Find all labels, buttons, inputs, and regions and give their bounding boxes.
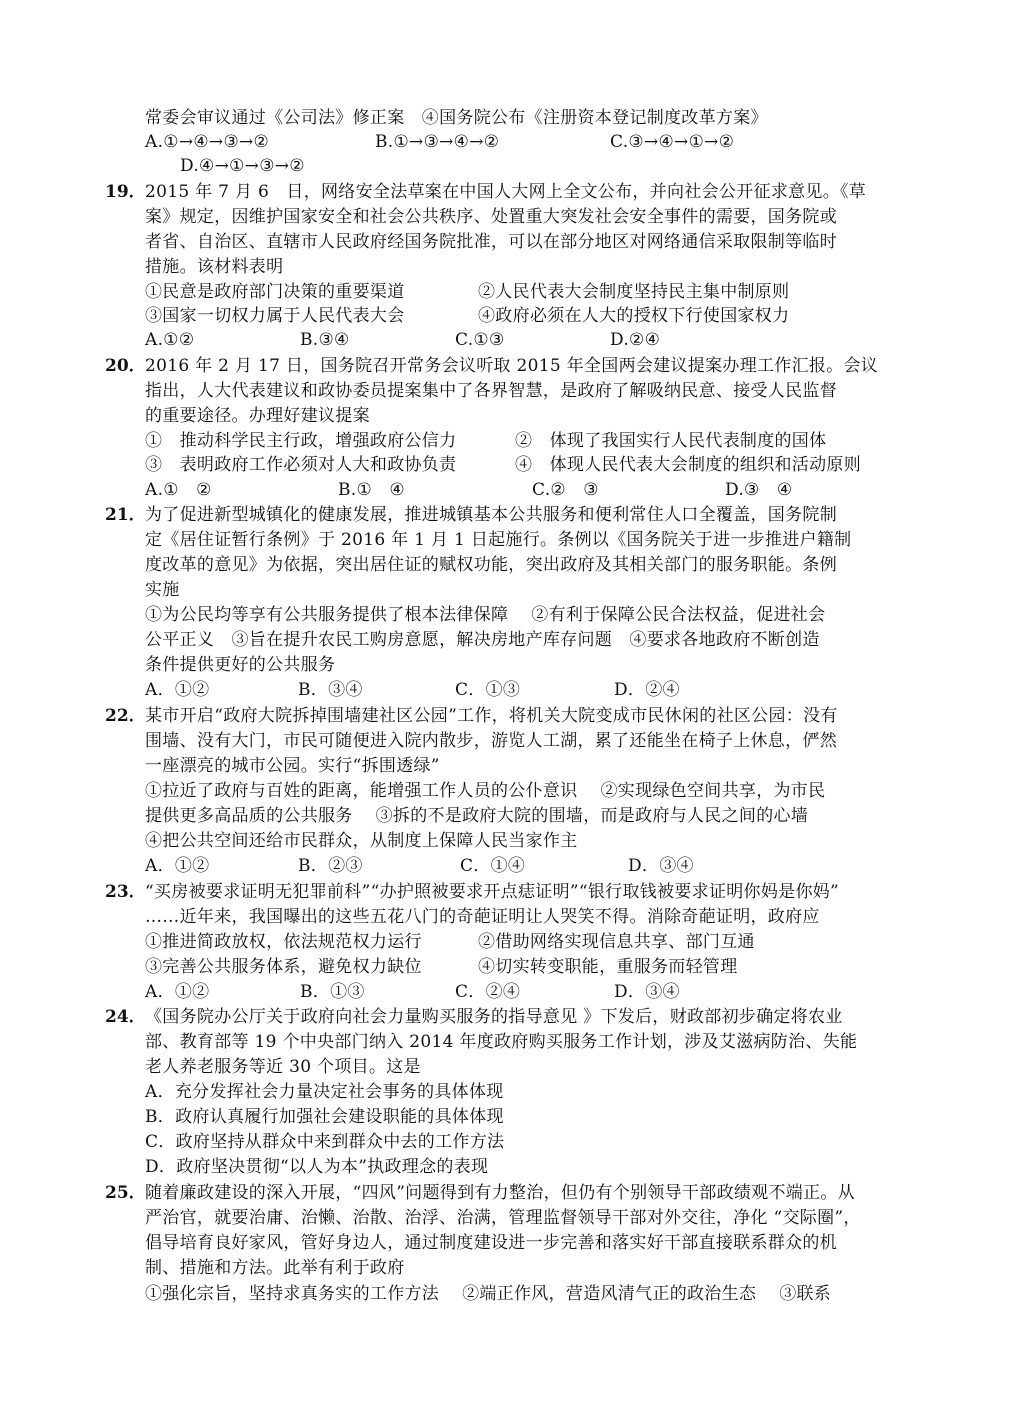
q18-option-b: B.①→③→④→② xyxy=(375,132,500,152)
q20-stem-line: 的重要途径。办理好建议提案 xyxy=(145,406,370,426)
q25-stem-line: 倡导培育良好家风，管好身边人，通过制度建设进一步完善和落实好干部直接联系群众的机 xyxy=(145,1233,837,1253)
q22-option-d: D．③④ xyxy=(628,856,694,876)
q21-item-line: 公平正义 ③旨在提升农民工购房意愿，解决房地产库存问题 ④要求各地政府不断创造 xyxy=(145,630,820,650)
q21-stem-line: 度改革的意见》为依据，突出居住证的赋权功能，突出政府及其相关部门的服务职能。条例 xyxy=(145,555,837,575)
q22-stem-line: 围墙、没有大门，市民可随便进入院内散步，游览人工湖，累了还能坐在椅子上休息，俨然 xyxy=(145,731,837,751)
q22-option-c: C．①④ xyxy=(460,856,526,876)
q22-number: 22． xyxy=(105,706,146,726)
q19-item-3: ③国家一切权力属于人民代表大会 xyxy=(145,306,405,326)
q22-stem-line: 一座漂亮的城市公园。实行“拆围透绿” xyxy=(145,756,440,776)
q19-option-d: D.②④ xyxy=(610,330,661,350)
q23-number: 23． xyxy=(105,882,146,902)
q19-stem-line: 案》规定，因维护国家安全和社会公共秩序、处置重大突发社会安全事件的需要，国务院或 xyxy=(145,207,837,227)
q21-item-line: ①为公民均等享有公共服务提供了根本法律保障 ②有利于保障公民合法权益，促进社会 xyxy=(145,605,826,625)
q19-stem-line: 者省、自治区、直辖市人民政府经国务院批准，可以在部分地区对网络通信采取限制等临时 xyxy=(145,232,837,252)
q21-option-c: C．①③ xyxy=(455,680,521,700)
q24-choice-c: C．政府坚持从群众中来到群众中去的工作方法 xyxy=(145,1132,505,1152)
q20-number: 20． xyxy=(105,356,146,376)
q18-tail-line: 常委会审议通过《公司法》修正案 ④国务院公布《注册资本登记制度改革方案》 xyxy=(145,108,768,128)
q24-choice-d: D．政府坚决贯彻“以人为本”执政理念的表现 xyxy=(145,1157,489,1177)
q23-option-d: D．③④ xyxy=(614,982,680,1002)
q18-option-a: A.①→④→③→② xyxy=(145,132,270,152)
q21-stem-line: 实施 xyxy=(145,580,180,600)
q23-item-2: ②借助网络实现信息共享、部门互通 xyxy=(478,932,755,952)
q20-stem-line: 指出，人大代表建议和政协委员提案集中了各界智慧，是政府了解吸纳民意、接受人民监督 xyxy=(145,381,837,401)
q21-number: 21． xyxy=(105,505,146,525)
q20-option-a: A.① ② xyxy=(145,480,212,500)
q21-option-b: B．③④ xyxy=(298,680,363,700)
q24-choice-b: B．政府认真履行加强社会建设职能的具体体现 xyxy=(145,1107,504,1127)
q23-stem-line: ……近年来，我国曝出的这些五花八门的奇葩证明让人哭笑不得。消除奇葩证明，政府应 xyxy=(145,907,820,927)
q23-item-1: ①推进简政放权，依法规范权力运行 xyxy=(145,932,422,952)
q24-stem-line: 部、教育部等 19 个中央部门纳入 2014 年度政府购买服务工作计划，涉及艾滋病防治、失能 xyxy=(145,1032,858,1052)
q22-option-b: B．②③ xyxy=(298,856,363,876)
q18-option-c: C.③→④→①→② xyxy=(610,132,735,152)
q20-option-d: D.③ ④ xyxy=(725,480,793,500)
q22-stem-line: 某市开启“政府大院拆掉围墙建社区公园”工作，将机关大院变成市民休闲的社区公园：没有 xyxy=(145,706,838,726)
q22-item-line: ①拉近了政府与百姓的距离，能增强工作人员的公仆意识 ②实现绿色空间共享，为市民 xyxy=(145,781,826,801)
q21-stem-line: 为了促进新型城镇化的健康发展，推进城镇基本公共服务和便利常住人口全覆盖，国务院制 xyxy=(145,505,837,525)
q24-stem-line: 老人养老服务等近 30 个项目。这是 xyxy=(145,1057,421,1077)
q23-option-b: B．①③ xyxy=(300,982,365,1002)
q19-number: 19． xyxy=(105,182,146,202)
q18-option-d: D.④→①→③→② xyxy=(180,156,305,176)
q25-stem-line: 制、措施和方法。此举有利于政府 xyxy=(145,1258,405,1278)
q23-item-3: ③完善公共服务体系，避免权力缺位 xyxy=(145,957,422,977)
q20-item-1: ① 推动科学民主行政，增强政府公信力 xyxy=(145,431,457,451)
q23-option-a: A．①② xyxy=(145,982,210,1002)
q19-item-2: ②人民代表大会制度坚持民主集中制原则 xyxy=(478,282,790,302)
q24-stem-line: 《国务院办公厅关于政府向社会力量购买服务的指导意见 》下发后，财政部初步确定将农业 xyxy=(145,1007,843,1027)
q25-stem-line: 随着廉政建设的深入开展，“四风”问题得到有力整治，但仍有个别领导干部政绩观不端正。从 xyxy=(145,1183,855,1203)
q19-stem-line: 2015 年 7 月 6 日，网络安全法草案在中国人大网上全文公布，并向社会公开征求意见。《草 xyxy=(145,182,867,202)
q25-stem-line: 严治官，就要治庸、治懒、治散、治浮、治满，管理监督领导干部对外交往，净化 “交际圈”， xyxy=(145,1208,861,1228)
q19-option-b: B.③④ xyxy=(300,330,350,350)
q25-item-line: ①强化宗旨，坚持求真务实的工作方法 ②端正作风，营造风清气正的政治生态 ③联系 xyxy=(145,1284,832,1304)
q24-choice-a: A．充分发挥社会力量决定社会事务的具体体现 xyxy=(145,1082,504,1102)
q20-item-2: ② 体现了我国实行人民代表制度的国体 xyxy=(515,431,827,451)
q21-option-d: D．②④ xyxy=(614,680,680,700)
q23-stem-line: “买房被要求证明无犯罪前科”“办护照被要求开点痣证明”“银行取钱被要求证明你妈是你妈” xyxy=(145,882,840,902)
q20-stem-line: 2016 年 2 月 17 日，国务院召开常务会议听取 2015 年全国两会建议提案办理工作汇报。会议 xyxy=(145,356,879,376)
q23-option-c: C．②④ xyxy=(455,982,521,1002)
q22-item-line: 提供更多高品质的公共服务 ③拆的不是政府大院的围墙，而是政府与人民之间的心墙 xyxy=(145,806,809,826)
q19-item-1: ①民意是政府部门决策的重要渠道 xyxy=(145,282,405,302)
q19-option-c: C.①③ xyxy=(455,330,505,350)
q19-option-a: A.①② xyxy=(145,330,195,350)
q25-number: 25． xyxy=(105,1183,146,1203)
q22-item-line: ④把公共空间还给市民群众，从制度上保障人民当家作主 xyxy=(145,831,578,851)
q21-stem-line: 定《居住证暂行条例》于 2016 年 1 月 1 日起施行。条例以《国务院关于进一步推进户籍制 xyxy=(145,530,852,550)
q19-item-4: ④政府必须在人大的授权下行使国家权力 xyxy=(478,306,790,326)
q21-option-a: A．①② xyxy=(145,680,210,700)
q19-stem-line: 措施。该材料表明 xyxy=(145,257,284,277)
q20-item-3: ③ 表明政府工作必须对人大和政协负责 xyxy=(145,455,457,475)
q22-option-a: A．①② xyxy=(145,856,210,876)
q24-number: 24． xyxy=(105,1007,146,1027)
q20-option-b: B.① ④ xyxy=(338,480,405,500)
q20-item-4: ④ 体现人民代表大会制度的组织和活动原则 xyxy=(515,455,861,475)
q23-item-4: ④切实转变职能，重服务而轻管理 xyxy=(478,957,738,977)
q20-option-c: C.② ③ xyxy=(532,480,599,500)
q21-item-line: 条件提供更好的公共服务 xyxy=(145,655,336,675)
